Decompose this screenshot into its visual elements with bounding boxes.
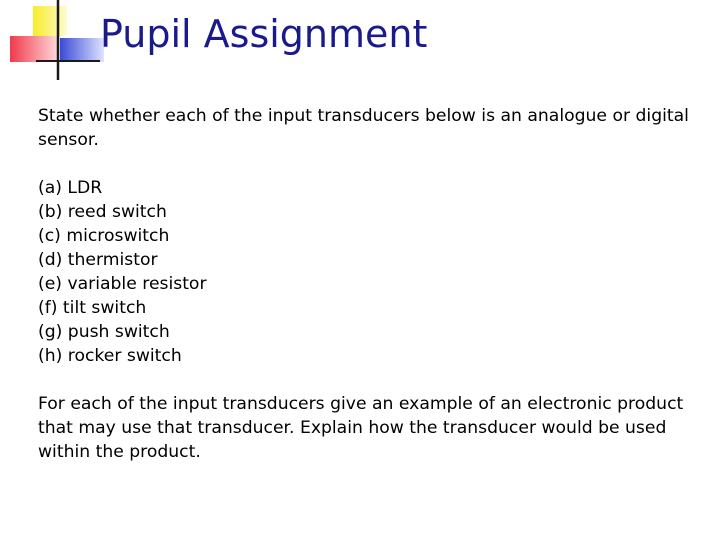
slide-body — [38, 104, 698, 464]
list-item: (h) rocker switch — [38, 346, 182, 366]
list-item: (a) LDR — [38, 178, 103, 198]
slide-logo-decoration — [0, 0, 110, 85]
list-item: (c) microswitch — [38, 226, 170, 246]
list-item: (b) reed switch — [38, 202, 167, 222]
list-item: (g) push switch — [38, 322, 170, 342]
list-item: (d) thermistor — [38, 250, 158, 270]
list-item: (f) tilt switch — [38, 298, 147, 318]
task-paragraph: For each of the input transducers give an example of an electronic product that may use that transducer. Explain how the transducer would be used within the product. — [38, 394, 684, 462]
list-item: (e) variable resistor — [38, 274, 207, 294]
transducer-list — [38, 176, 698, 368]
slide-title: Pupil Assignment — [100, 12, 428, 56]
intro-paragraph: State whether each of the input transducers below is an analogue or digital sensor. — [38, 106, 689, 150]
